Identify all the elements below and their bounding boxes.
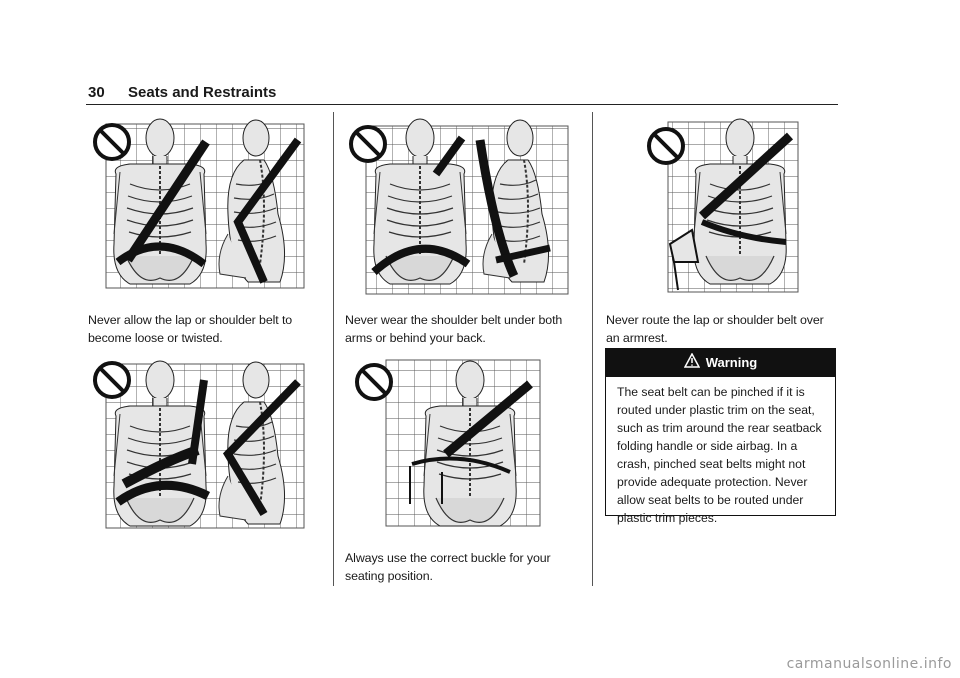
- prohibited-icon: [649, 129, 683, 163]
- caption-over-armrest: Never route the lap or shoulder belt over an armrest.: [606, 313, 824, 345]
- warning-box: [605, 348, 836, 525]
- column-divider: [592, 112, 593, 586]
- prohibited-icon: [357, 365, 391, 399]
- page-number: 30: [88, 84, 105, 101]
- figure-belt-under-arm-or-behind-back: [344, 112, 574, 296]
- watermark: carmanualsonline.info: [786, 656, 952, 672]
- warning-title: Warning: [705, 355, 758, 370]
- caption-correct-buckle: Always use the correct buckle for your seating position.: [345, 551, 551, 583]
- prohibited-icon: [351, 127, 385, 161]
- prohibited-icon: [95, 125, 129, 159]
- warning-triangle-icon: [684, 350, 700, 378]
- section-title: Seats and Restraints: [128, 84, 277, 101]
- warning-text: The seat belt can be pinched if it is routed under plastic trim on the seat, such as trim around the rear seatback folding handle or side airbag. In a crash, pinched seat belts might not provide adequate protection. Never allow seat belts to be routed under plastic trim pieces.: [617, 385, 822, 525]
- figure-wrong-buckle: [350, 354, 542, 528]
- caption-under-arm-behind-back: Never wear the shoulder belt under both arms or behind your back.: [345, 313, 563, 345]
- caption-loose-twisted: Never allow the lap or shoulder belt to become loose or twisted.: [88, 313, 293, 345]
- warning-header: [606, 349, 835, 377]
- figure-twisted-belt-second-view: [88, 354, 306, 530]
- figure-loose-or-twisted-belt: [88, 112, 306, 290]
- figure-belt-over-armrest: [640, 112, 802, 294]
- prohibited-icon: [95, 363, 129, 397]
- page-header: [86, 82, 838, 105]
- column-divider: [333, 112, 334, 586]
